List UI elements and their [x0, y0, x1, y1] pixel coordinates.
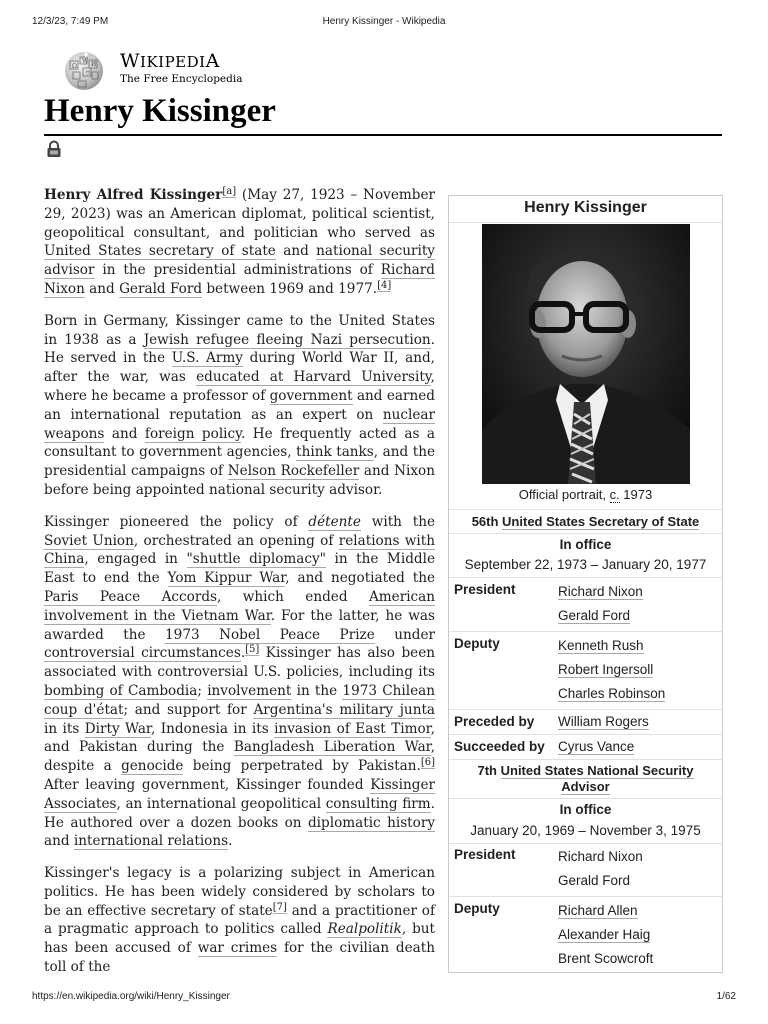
succeeded-by-cyrus-vance[interactable]: Cyrus Vance	[558, 739, 635, 754]
link-think-tanks[interactable]: think tanks	[296, 444, 374, 461]
president-label-2: President	[454, 847, 516, 862]
infobox-title: Henry Kissinger	[524, 199, 647, 216]
link-nobel-peace-prize[interactable]: 1973 Nobel Peace Prize	[165, 626, 375, 643]
succeeded-by-label: Succeeded by	[454, 739, 545, 754]
deputy-alexander-haig[interactable]: Alexander Haig	[558, 927, 651, 942]
footnote-5[interactable]: [5]	[245, 644, 260, 656]
link-government[interactable]: government	[269, 387, 353, 404]
in-office-label-2: In office	[559, 802, 612, 817]
link-war-crimes[interactable]: war crimes	[197, 940, 278, 957]
deputy-robert-ingersoll[interactable]: Robert Ingersoll	[558, 662, 654, 677]
article-body	[44, 186, 435, 990]
footnote-6[interactable]: [6]	[420, 757, 436, 769]
link-richard-nixon[interactable]: Richard Nixon	[44, 262, 435, 297]
link-realpolitik[interactable]: Realpolitik	[327, 921, 402, 938]
link-office-nsa-line2[interactable]: Advisor	[561, 779, 610, 794]
link-paris-peace-accords[interactable]: Paris Peace Accords	[44, 588, 218, 605]
svg-text:Ω: Ω	[72, 63, 77, 70]
link-controversial-circumstances[interactable]: controversial circumstances	[44, 645, 241, 662]
link-shuttle-diplomacy[interactable]: "shuttle diplomacy"	[186, 551, 326, 568]
footnote-a[interactable]: [a]	[222, 186, 237, 197]
page-title: Henry Kissinger	[44, 93, 276, 129]
link-secretary-of-state[interactable]: United States secretary of state	[44, 243, 276, 260]
link-diplomatic-history[interactable]: diplomatic history	[307, 814, 435, 831]
link-chilean-coup[interactable]: 1973 Chilean coup d'état	[44, 682, 435, 718]
link-office-nsa-line1[interactable]: United States National Security	[500, 763, 694, 778]
wikipedia-logo[interactable]	[60, 45, 320, 93]
link-nelson-rockefeller[interactable]: Nelson Rockefeller	[227, 463, 360, 480]
link-vietnam-war[interactable]: American involvement in the Vietnam War	[44, 588, 436, 624]
office-dates-2: January 20, 1969 – November 3, 1975	[470, 823, 701, 838]
deputy-kenneth-rush[interactable]: Kenneth Rush	[558, 638, 644, 653]
in-office-label-1: In office	[559, 537, 612, 552]
office-header-secretary-of-state: 56th United States Secretary of State	[471, 514, 700, 529]
link-bombing-of-cambodia[interactable]: bombing of Cambodia	[44, 682, 198, 699]
deputy-label-1: Deputy	[454, 636, 500, 651]
print-page-number: 1/62	[716, 991, 736, 1002]
deputy-charles-robinson[interactable]: Charles Robinson	[558, 686, 666, 701]
link-relations-with-china[interactable]: relations with China	[44, 532, 435, 568]
link-dirty-war[interactable]: Dirty War	[84, 720, 151, 737]
president-1-nixon[interactable]: Richard Nixon	[558, 584, 643, 599]
link-international-relations[interactable]: international relations	[73, 833, 229, 850]
link-soviet-union[interactable]: Soviet Union	[44, 532, 134, 549]
deputy-label-2: Deputy	[454, 901, 500, 916]
footnote-7[interactable]: [7]	[272, 901, 287, 913]
link-nuclear-weapons[interactable]: nuclear weapons	[44, 406, 435, 442]
president-2-nixon[interactable]: Richard Nixon	[558, 849, 643, 864]
svg-text:ウ: ウ	[85, 70, 92, 77]
print-timestamp: 12/3/23, 7:49 PM	[32, 16, 109, 27]
deputy-brent-scowcroft[interactable]: Brent Scowcroft	[558, 951, 654, 966]
svg-text:W: W	[82, 58, 89, 65]
deputy-richard-allen[interactable]: Richard Allen	[558, 903, 638, 918]
lead-paragraph-1: Henry Alfred Kissinger[a] (May 27, 1923 – November 29, 2023) was an American diplomat, political scientist, geopolitical consultant, and politician who served as United States secretary of state and national security advisor in the presidential administrations of Richard Nixon and Gerald Ford between 1969 and 1977.[4]	[44, 186, 435, 297]
link-harvard[interactable]: educated at Harvard University	[196, 369, 431, 386]
wikipedia-wordmark: WIKIPEDIA	[120, 50, 220, 72]
portrait-caption: Official portrait, c. 1973	[518, 487, 653, 502]
link-yom-kippur-war[interactable]: Yom Kippur War	[167, 570, 286, 587]
preceded-by-label: Preceded by	[454, 714, 535, 729]
infobox	[448, 195, 723, 973]
link-involvement[interactable]: involvement	[207, 682, 292, 699]
link-detente[interactable]: détente	[308, 513, 361, 530]
president-2-ford[interactable]: Gerald Ford	[558, 873, 631, 888]
president-1-ford[interactable]: Gerald Ford	[558, 608, 631, 623]
link-us-army[interactable]: U.S. Army	[171, 350, 243, 367]
print-header	[32, 16, 736, 30]
link-east-timor[interactable]: invasion of East Timor	[274, 720, 431, 737]
link-gerald-ford[interactable]: Gerald Ford	[119, 280, 203, 297]
link-jewish-refugee[interactable]: Jewish refugee fleeing Nazi persecution	[143, 331, 431, 348]
office-header-national-security-advisor: 7th United States National Security Advisor	[477, 763, 694, 794]
print-footer	[32, 991, 736, 1005]
link-bangladesh-liberation-war[interactable]: Bangladesh Liberation War	[233, 739, 431, 756]
subject-name: Henry Alfred Kissinger	[44, 187, 223, 203]
link-foreign-policy[interactable]: foreign policy	[144, 425, 242, 442]
footnote-4[interactable]: [4]	[377, 279, 392, 291]
print-page-title: Henry Kissinger - Wikipedia	[322, 16, 446, 27]
print-url: https://en.wikipedia.org/wiki/Henry_Kissinger	[32, 991, 230, 1002]
lock-icon[interactable]	[45, 140, 63, 158]
office-dates-1: September 22, 1973 – January 20, 1977	[464, 557, 707, 572]
wikipedia-globe-icon	[60, 47, 112, 91]
portrait-image[interactable]	[482, 224, 690, 484]
svg-text:И: И	[91, 61, 97, 68]
president-label-1: President	[454, 582, 516, 597]
link-kissinger-associates[interactable]: Kissinger Associates	[44, 776, 435, 812]
link-consulting-firm[interactable]: consulting firm	[325, 795, 431, 812]
link-argentina-junta[interactable]: Argentina's military junta	[253, 701, 436, 718]
preceded-by-william-rogers[interactable]: William Rogers	[558, 714, 649, 729]
link-genocide[interactable]: genocide	[121, 758, 184, 775]
title-divider	[44, 134, 722, 136]
wikipedia-tagline: The Free Encyclopedia	[120, 73, 243, 85]
lead-paragraph-3: Kissinger pioneered the policy of détente with the Soviet Union, orchestrated an opening of relations with China, engaged in "shuttle diplomacy" in the Middle East to end the Yom Kippur War, and negotiated the Paris Peace Accords, which ended American involvement in the Vietnam War. For the latter, he was awarded the 1973 Nobel Peace Prize under controversial circumstances.[5] Kissinger has also been associated with controversial U.S. policies, including its bombing of Cambodia; involvement in the 1973 Chilean coup d'état; and support for Argentina's military junta in its Dirty War, Indonesia in its invasion of East Timor, and Pakistan during the Bangladesh Liberation War, despite a genocide being perpetrated by Pakistan.[6] After leaving government, Kissinger founded Kissinger Associates, an international geopolitical consulting firm. He authored over a dozen books on diplomatic history and international relations.	[44, 513, 436, 850]
link-office-secretary-of-state[interactable]: United States Secretary of State	[502, 514, 700, 529]
lead-paragraph-4: Kissinger's legacy is a polarizing subject in American politics. He has been widely considered by scholars to be an effective secretary of state[7] and a practitioner of a pragmatic approach to politics called Realpolitik, but has been accused of war crimes for the civilian death toll of the	[44, 865, 436, 976]
link-national-security-advisor[interactable]: national security advisor	[44, 243, 435, 279]
lead-paragraph-2: Born in Germany, Kissinger came to the United States in 1938 as a Jewish refugee fleeing Nazi persecution. He served in the U.S. Army during World War II, and, after the war, was educated at Harvard University, where he became a professor of government and earned an international reputation as an expert on nuclear weapons and foreign policy. He frequently acted as a consultant to government agencies, think tanks, and the presidential campaigns of Nelson Rockefeller and Nixon before being appointed national security advisor.	[44, 312, 435, 498]
circa-abbr[interactable]: c.	[609, 487, 620, 502]
